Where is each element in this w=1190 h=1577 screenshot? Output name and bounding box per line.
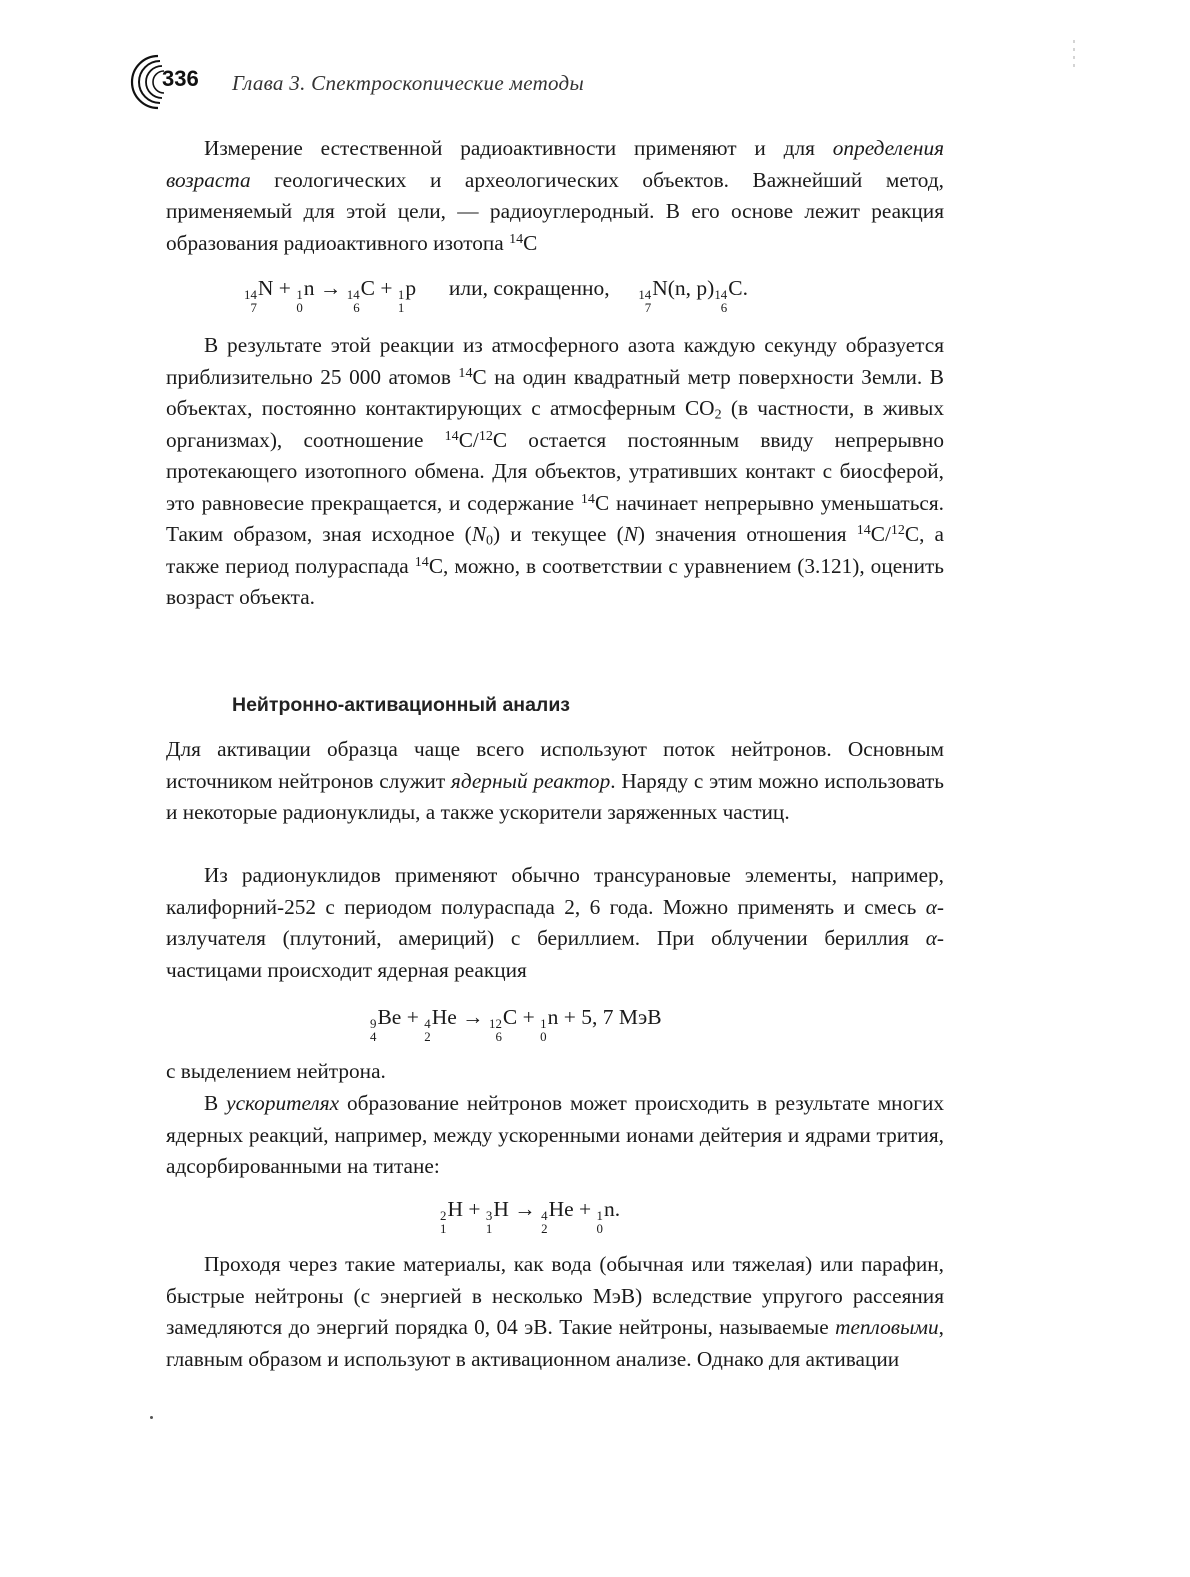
nuclide-index: 1 0 [296, 288, 303, 316]
paragraph-7: Проходя через такие материалы, как вода (обычная или тяжелая) или парафин, быстрые нейтроны (с энергией в несколько МэВ) вследствие упругого рассеяния замедляются до энергий порядка 0, 04 эВ. Такие нейтроны, называемые тепловыми, главным образом и используют в активационном анализе. Однако для активации [166, 1252, 944, 1371]
text-span: геологических и археологических объектов. Важнейший метод, применяемый для этой цели, — радиоуглеродный. В его основе лежит реакция образования радиоактивного изотопа [166, 167, 944, 255]
paragraph-1 [166, 133, 944, 259]
reaction-formula-3: 2 1 H + 3 1 H → 4 2 He + 1 0 n. [440, 1197, 621, 1237]
element-symbol: C [360, 276, 375, 300]
operator: + [273, 276, 297, 300]
running-title: Глава 3. Спектроскопические методы [232, 71, 585, 95]
alpha-symbol: α [925, 894, 937, 919]
arrow: → [314, 276, 347, 300]
emphasis-text: тепловыми [835, 1315, 939, 1339]
page-header [128, 52, 828, 112]
alpha-symbol: α [925, 926, 937, 950]
element-symbol: p [405, 276, 417, 300]
emphasis-text: определения возраста [166, 136, 944, 192]
operator: + [375, 276, 398, 300]
element-symbol: N(n, p) [652, 276, 715, 300]
text-span: Измерение естественной радиоактивности применяют и для [204, 136, 833, 160]
scan-marks [1072, 40, 1076, 70]
nuclide-index: 14 6 [714, 288, 728, 316]
mass-number: 14 [509, 230, 524, 247]
paragraph-6: В ускорителях образование нейтронов может происходить в результате многих ядерных реакций, например, между ускоренными ионами дейтерия и ядрами трития, адсорбированными на титане: [166, 1091, 945, 1178]
scan-dot [150, 1416, 153, 1419]
paragraph-3: Для активации образца чаще всего используют поток нейтронов. Основным источником нейтронов служит ядерный реактор. Наряду с этим можно использовать и некоторые радионуклиды, а также ускорители заряженных частиц. [166, 737, 944, 824]
section-heading: Нейтронно-активационный анализ [232, 694, 571, 716]
nuclide-index: 14 6 [346, 288, 360, 316]
page-number: 336 [162, 66, 199, 91]
paragraph-4: Из радионуклидов применяют обычно трансурановые элементы, например, калифорний-252 с периодом полураспада 2, 6 года. Можно применять и смесь α-излучателя (плутоний, америций) с бериллием. При облучении бериллия α-частицами происходит ядерная реакция [166, 863, 944, 982]
formula-connector-text: или, сокращенно, [448, 276, 610, 300]
emphasis-text: ускорителях [226, 1091, 340, 1115]
nuclide-index: 1 1 [397, 288, 405, 316]
paragraph-5: с выделением нейтрона. [166, 1059, 386, 1083]
nuclide-index: 14 7 [244, 288, 257, 316]
element-symbol: n [303, 276, 315, 300]
element-symbol: C [523, 230, 538, 255]
emphasis-text: ядерный реактор [450, 768, 611, 793]
nuclide-index: 14 7 [638, 288, 652, 316]
paragraph-2: В результате этой реакции из атмосферного азота каждую секунду образуется приблизительно 25 000 атомов $^{14}$C на один квадратный метр поверхности Земли. В объектах, постоянно контактирующих с атмосферным $CO_2$ (в частности, в живых организмах), соотношение $^{14}$C/$^{12}$C остается постоянным ввиду непрерывно протекающего изотопного обмена. Для объектов, утративших контакт с биосферой, это равновесие прекращается, и содержание $^{14}$C начинает непрерывно уменьшаться. Таким образом, зная исходное $(N_0)$ и текущее (N) значения отношения $^{14}$C/$^{12}$C, а также период полураспада $^{14}$C, можно, в соответствии с уравнением (3.121), оценить возраст объекта. [166, 333, 945, 609]
reaction-formula-2: 9 4 Be + 4 2 He → 12 6 C + 1 0 n + 5, 7 МэВ [370, 1005, 662, 1045]
element-symbol: N [257, 276, 274, 300]
element-symbol: C. [728, 276, 748, 300]
reaction-formula-1 [244, 276, 748, 315]
